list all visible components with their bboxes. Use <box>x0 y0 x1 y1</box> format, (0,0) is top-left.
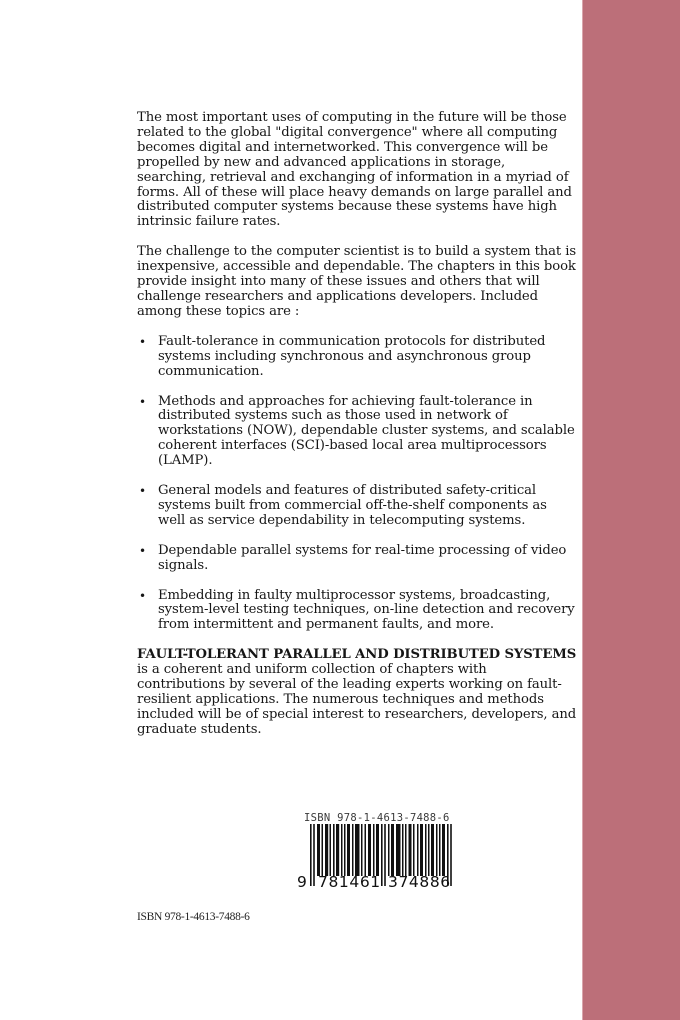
topic-text: General models and features of distributed safety-critical systems built from commercial off-the-shelf components as well as service dependability in telecomputing systems. <box>158 483 547 528</box>
back-cover-blurb <box>137 111 577 753</box>
barcode-group1-digits: 781461 <box>318 873 381 891</box>
topic-text: Embedding in faulty multiprocessor systems, broadcasting, system-level testing techniques, on-line detection and recovery from intermittent and permanent faults, and more. <box>158 587 575 633</box>
list-item <box>137 335 577 380</box>
bullet-icon: • <box>139 394 146 409</box>
topics-list <box>137 335 577 634</box>
book-title: FAULT-TOLERANT PARALLEL AND DISTRIBUTED SYSTEMS <box>137 647 577 663</box>
bullet-icon: • <box>139 588 146 603</box>
book-spine-stripe <box>583 0 680 1020</box>
isbn-barcode <box>296 812 476 897</box>
bullet-icon: • <box>139 334 146 349</box>
topic-text: Dependable parallel systems for real-time processing of video signals. <box>158 542 567 573</box>
list-item <box>137 544 577 574</box>
intro-paragraph: The most important uses of computing in the future will be those related to the global "digital convergence" where all computing becomes digital and internetworked. This convergence will be propelled by new and advanced applications in storage, searching, retrieval and exchanging of information in a myriad of forms. All of these will place heavy demands on large parallel and distributed computer systems because these systems have high intrinsic failure rates. <box>137 110 572 230</box>
list-item <box>137 395 577 470</box>
list-item <box>137 589 577 634</box>
topic-text: Fault-tolerance in communication protocols for distributed systems including synchronous and asynchronous group communication. <box>158 333 546 379</box>
bullet-icon: • <box>139 484 146 499</box>
bullet-icon: • <box>139 543 146 558</box>
topic-text: Methods and approaches for achieving fault-tolerance in distributed systems such as those used in network of workstations (NOW), dependable cluster systems, and scalable coherent interfaces (SCI)-based local area multiprocessors (LAMP). <box>158 393 575 469</box>
closing-text: is a coherent and uniform collection of chapters with contributions by several of the leading experts working on fault-resilient applications. The numerous techniques and methods included will be of special interest to researchers, developers, and graduate students. <box>137 662 577 737</box>
barcode-group2-digits: 374886 <box>388 873 451 891</box>
closing-paragraph <box>137 648 577 737</box>
barcode-isbn-label: ISBN 978-1-4613-7488-6 <box>304 812 450 824</box>
list-item <box>137 484 577 529</box>
challenge-paragraph: The challenge to the computer scientist is to build a system that is inexpensive, accessible and dependable. The chapters in this book provide insight into many of these issues and others that will challenge researchers and applications developers. Included among these topics are : <box>137 244 577 319</box>
isbn-text: ISBN 978-1-4613-7488-6 <box>137 911 250 923</box>
barcode-lead-digit: 9 <box>297 873 308 891</box>
